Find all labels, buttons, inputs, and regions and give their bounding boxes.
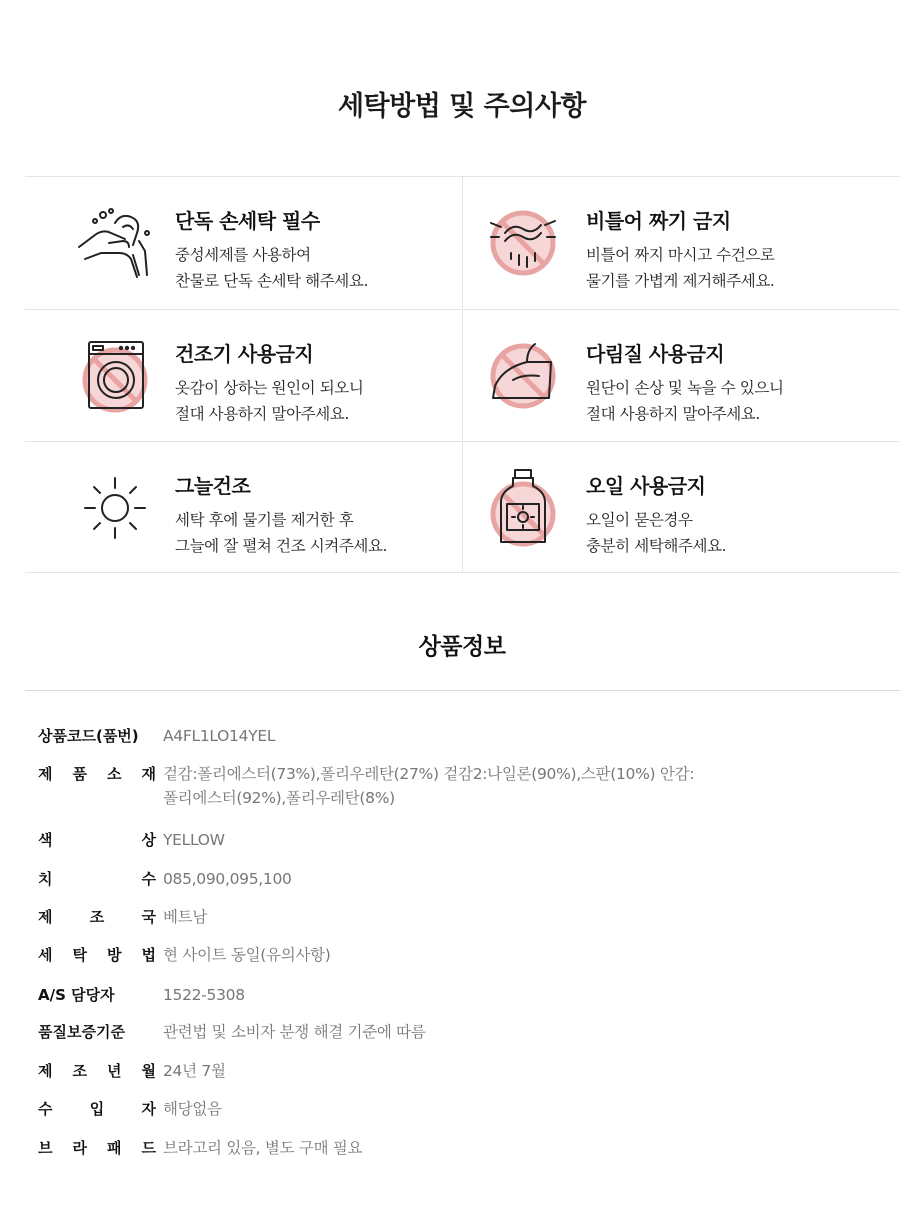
care-item-no-iron — [462, 309, 899, 440]
care-item-no-oil — [462, 441, 899, 572]
sun-icon — [75, 468, 155, 548]
spec-row — [38, 983, 878, 1007]
care-section-title: 세탁방법 및 주의사항 — [337, 91, 587, 122]
spec-row — [38, 1020, 878, 1044]
spec-value: A4FL1LO14YEL — [163, 727, 276, 745]
spec-label: 세 탁 방 법 — [38, 946, 156, 964]
no-dryer-icon — [75, 336, 155, 416]
spec-value: 현 사이트 동일(유의사항) — [163, 946, 331, 964]
care-heading: 건조기 사용금지 — [175, 342, 314, 366]
care-description-line: 찬물로 단독 손세탁 해주세요. — [175, 272, 368, 290]
product-info-title: 상품정보 — [418, 634, 506, 660]
care-description-line: 물기를 가볍게 제거해주세요. — [586, 272, 775, 290]
hand-wash-icon — [75, 203, 155, 283]
care-description-line: 세탁 후에 물기를 제거한 후 — [175, 511, 354, 529]
spec-label: A/S 담당자 — [38, 986, 115, 1004]
spec-value: YELLOW — [163, 831, 225, 849]
no-iron-icon — [483, 336, 563, 416]
spec-label: 제 조 년 월 — [38, 1062, 156, 1080]
spec-label: 제 품 소 재 — [38, 765, 156, 783]
spec-label: 색 상 — [38, 831, 156, 849]
spec-label: 상품코드(품번) — [38, 727, 139, 745]
care-item-no-wring — [462, 177, 899, 308]
spec-label: 브 라 패 드 — [38, 1139, 156, 1157]
care-heading: 단독 손세탁 필수 — [175, 209, 320, 233]
spec-row — [38, 1097, 878, 1121]
care-item-hand-wash — [25, 177, 462, 308]
spec-value: 085,090,095,100 — [163, 870, 292, 888]
spec-row — [38, 943, 878, 967]
spec-value: 베트남 — [163, 908, 208, 926]
spec-value: 해당없음 — [163, 1100, 222, 1118]
spec-label: 품질보증기준 — [38, 1023, 125, 1041]
care-description-line: 충분히 세탁해주세요. — [586, 537, 727, 555]
care-item-shade-dry — [25, 441, 462, 572]
spec-label: 수 입 자 — [38, 1100, 156, 1118]
care-description-line: 비틀어 짜지 마시고 수건으로 — [586, 246, 775, 264]
care-description-line: 원단이 손상 및 녹을 수 있으니 — [586, 379, 784, 397]
care-description-line: 절대 사용하지 말아주세요. — [175, 405, 349, 423]
no-wring-icon — [483, 203, 563, 283]
spec-value: 24년 7월 — [163, 1062, 226, 1080]
spec-row — [38, 867, 878, 891]
spec-row — [38, 1136, 878, 1160]
spec-value: 겉감:폴리에스터(73%),폴리우레탄(27%) 겉감2:나일론(90%),스판(10%) 안감: 폴리에스터(92%),폴리우레탄(8%) — [163, 765, 695, 807]
spec-row — [38, 762, 878, 810]
care-description-line: 옷감이 상하는 원인이 되오니 — [175, 379, 364, 397]
care-heading: 비틀어 짜기 금지 — [586, 209, 731, 233]
spec-label: 치 수 — [38, 870, 156, 888]
spec-value: 1522-5308 — [163, 986, 245, 1004]
care-description-line: 그늘에 잘 펼쳐 건조 시켜주세요. — [175, 537, 388, 555]
care-description-line: 오일이 묻은경우 — [586, 511, 693, 529]
care-heading: 다림질 사용금지 — [586, 342, 725, 366]
divider — [25, 690, 900, 691]
care-description-line: 절대 사용하지 말아주세요. — [586, 405, 760, 423]
spec-row — [38, 905, 878, 929]
spec-value: 관련법 및 소비자 분쟁 해결 기준에 따름 — [163, 1023, 426, 1041]
spec-value: 브라고리 있음, 별도 구매 필요 — [163, 1139, 363, 1157]
care-item-no-dryer — [25, 309, 462, 440]
care-heading: 그늘건조 — [175, 474, 251, 498]
care-instructions-grid — [25, 176, 900, 573]
care-heading: 오일 사용금지 — [586, 474, 706, 498]
no-oil-icon — [483, 468, 563, 548]
spec-row — [38, 724, 878, 748]
care-description-line: 중성세제를 사용하여 — [175, 246, 311, 264]
spec-row — [38, 828, 878, 852]
spec-label: 제 조 국 — [38, 908, 156, 926]
spec-row — [38, 1059, 878, 1083]
